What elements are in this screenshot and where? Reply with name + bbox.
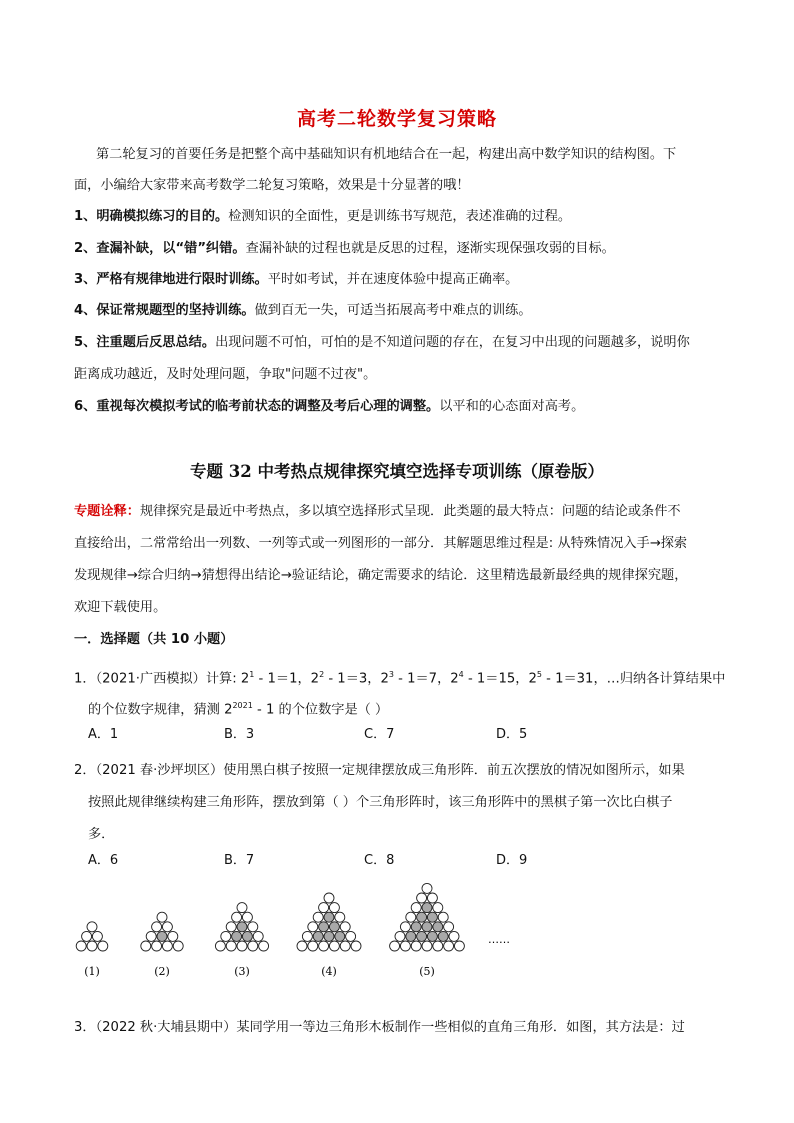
white-stone — [390, 941, 400, 951]
question-2-line-3: 多． — [88, 827, 115, 842]
white-stone — [226, 922, 236, 932]
tip-6-text: 以平和的心态面对高考。 — [439, 399, 585, 414]
gray-stone — [417, 912, 427, 922]
tip-6 — [74, 391, 734, 422]
q1-text-d: - 1＝7，2 — [393, 671, 459, 687]
white-stone — [395, 931, 405, 941]
tip-4 — [74, 295, 734, 326]
q1-text-c: - 1＝3，2 — [324, 671, 389, 687]
q1-text-e: - 1＝15，2 — [463, 671, 537, 687]
topic-intro-text-1: 规律探究是最近中考热点，多以填空选择形式呈现．此类题的最大特点：问题的结论或条件不 — [139, 504, 681, 519]
white-stone — [433, 903, 443, 913]
white-stone — [444, 922, 454, 932]
gray-stone — [319, 922, 329, 932]
white-stone — [340, 922, 350, 932]
white-stone — [427, 893, 437, 903]
q1-sup-4: 4 — [458, 670, 464, 679]
white-stone — [449, 931, 459, 941]
q1-sup-6: 2021 — [232, 701, 253, 710]
tip-3-text: 平时如考试，并在速度体验中提高正确率。 — [267, 272, 519, 287]
tip-2-heading: 2、查漏补缺，以“错”纠错。 — [74, 241, 246, 256]
gray-stone — [335, 931, 345, 941]
q1-text-a: 计算: 2 — [205, 671, 250, 687]
tip-1-text: 检测知识的全面性，更是训练书写规范，表述准确的过程。 — [228, 209, 572, 224]
white-stone — [422, 941, 432, 951]
intro-line-2: 面，小编给大家带来高考数学二轮复习策略，效果是十分显著的哦！ — [74, 178, 470, 193]
white-stone — [411, 941, 421, 951]
question-1-options — [88, 725, 688, 745]
q1-number: 1． — [74, 671, 96, 687]
question-2-line-2: 按照此规律继续构建三角形阵，摆放到第（ ）个三角形阵时，该三角形阵中的黑棋子第一次比白棋子 — [88, 795, 673, 810]
white-stone — [454, 941, 464, 951]
white-stone — [400, 941, 410, 951]
figure-label-1: (1) — [84, 965, 100, 978]
white-stone — [221, 931, 231, 941]
gray-stone — [406, 931, 416, 941]
white-stone — [162, 941, 172, 951]
topic-intro-line-3: 发现规律→综合归纳→猜想得出结论→验证结论，确定需要求的结论．这里精选最新最经典的规律探究题， — [74, 568, 688, 583]
q1-option-d: D．5 — [496, 727, 528, 742]
figure-label-5: (5) — [419, 965, 435, 978]
white-stone — [433, 941, 443, 951]
white-stone — [152, 922, 162, 932]
tip-4-heading: 4、保证常规题型的坚持训练。 — [74, 303, 255, 318]
q1-sup-5: 5 — [536, 670, 542, 679]
gray-stone — [313, 931, 323, 941]
figure-label-2: (2) — [154, 965, 170, 978]
gray-stone — [417, 931, 427, 941]
topic-intro-line-1 — [74, 496, 734, 527]
gray-stone — [329, 922, 339, 932]
white-stone — [141, 941, 151, 951]
white-stone — [406, 912, 416, 922]
white-stone — [237, 941, 247, 951]
white-stone — [98, 941, 108, 951]
figure-label-3: (3) — [234, 965, 250, 978]
topic-label: 专题诠释： — [74, 504, 140, 519]
page-title: 高考二轮数学复习策略 — [296, 108, 497, 130]
white-stone — [351, 941, 361, 951]
white-stone — [248, 941, 258, 951]
white-stone — [232, 912, 242, 922]
q1-option-a: A．1 — [88, 727, 119, 742]
topic-intro-line-4: 欢迎下载使用。 — [74, 600, 167, 615]
topic-intro-line-2: 直接给出，二常常给出一列数、一列等式或一列图形的一部分．其解题思维过程是: 从特殊情况入手→探索 — [74, 536, 688, 551]
white-stone — [242, 912, 252, 922]
tip-5-heading: 5、注重题后反思总结。 — [74, 335, 216, 350]
gray-stone — [411, 922, 421, 932]
topic-title: 专题 32 中考热点规律探究填空选择专项训练（原卷版） — [190, 462, 604, 481]
tip-5-text: 出现问题不可怕，可怕的是不知道问题的存在，在复习中出现的问题越多，说明你 — [215, 335, 690, 350]
white-stone — [417, 893, 427, 903]
tip-2 — [74, 233, 734, 264]
white-stone — [422, 883, 432, 893]
white-stone — [237, 903, 247, 913]
white-stone — [400, 922, 410, 932]
figure-ellipsis: …… — [488, 933, 510, 946]
white-stone — [302, 931, 312, 941]
intro-line-1: 第二轮复习的首要任务是把整个高中基础知识有机地结合在一起，构建出高中数学知识的结构图。下 — [96, 147, 677, 162]
gray-stone — [427, 912, 437, 922]
white-stone — [308, 941, 318, 951]
question-2-options — [88, 851, 688, 871]
white-stone — [319, 903, 329, 913]
gray-stone — [438, 931, 448, 941]
white-stone — [152, 941, 162, 951]
white-stone — [76, 941, 86, 951]
white-stone — [438, 912, 448, 922]
tip-3 — [74, 264, 734, 295]
white-stone — [335, 912, 345, 922]
q1-text-f: - 1＝31，…归纳各计算结果中 — [541, 671, 726, 687]
white-stone — [168, 931, 178, 941]
white-stone — [157, 912, 167, 922]
gray-stone — [232, 931, 242, 941]
white-stone — [324, 893, 334, 903]
gray-stone — [237, 922, 247, 932]
white-stone — [340, 941, 350, 951]
q2-option-b: B．7 — [224, 853, 255, 868]
gray-stone — [433, 922, 443, 932]
tip-3-heading: 3、严格有规律地进行限时训练。 — [74, 272, 268, 287]
white-stone — [92, 931, 102, 941]
white-stone — [87, 922, 97, 932]
white-stone — [297, 941, 307, 951]
gray-stone — [324, 931, 334, 941]
gray-stone — [242, 931, 252, 941]
q1-option-b: B．3 — [224, 727, 255, 742]
white-stone — [87, 941, 97, 951]
tip-1 — [74, 201, 734, 232]
q1-sup-3: 3 — [388, 670, 394, 679]
q1-sup-1: 1 — [249, 670, 255, 679]
figure-label-4: (4) — [321, 965, 337, 978]
question-1-line-2 — [88, 690, 748, 725]
tip-1-heading: 1、明确模拟练习的目的。 — [74, 209, 229, 224]
white-stone — [146, 931, 156, 941]
q2-option-a: A．6 — [88, 853, 119, 868]
q2-option-d: D．9 — [496, 853, 528, 868]
gray-stone — [324, 912, 334, 922]
section-heading: 一．选择题（共 10 小题） — [74, 632, 234, 647]
white-stone — [346, 931, 356, 941]
tip-6-heading: 6、重视每次模拟考试的临考前状态的调整及考后心理的调整。 — [74, 399, 440, 414]
white-stone — [226, 941, 236, 951]
white-stone — [411, 903, 421, 913]
tip-2-text: 查漏补缺的过程也就是反思的过程，逐渐实现保强攻弱的目标。 — [245, 241, 615, 256]
white-stone — [173, 941, 183, 951]
question-2-line-1: 2．（2021 春·沙坪坝区）使用黑白棋子按照一定规律摆放成三角形阵．前五次摆放的情况如图所示，如果 — [74, 763, 685, 778]
triangle-groups — [76, 883, 464, 951]
white-stone — [82, 931, 92, 941]
white-stone — [313, 912, 323, 922]
gray-stone — [422, 922, 432, 932]
white-stone — [215, 941, 225, 951]
tip-5 — [74, 327, 734, 358]
tip-4-text: 做到百无一失，可适当拓展高考中难点的训练。 — [254, 303, 532, 318]
triangle-stones-figure — [70, 880, 540, 980]
q1-text-b: - 1＝1，2 — [254, 671, 320, 687]
gray-stone — [427, 931, 437, 941]
gray-stone — [157, 931, 167, 941]
q1-option-c: C．7 — [364, 727, 395, 742]
q1-line2-a: 的个位数字规律，猜测 2 — [88, 702, 233, 718]
white-stone — [319, 941, 329, 951]
question-3-line-1: 3．（2022 秋·大埔县期中）某同学用一等边三角形木板制作一些相似的直角三角形．如图，其方法是：过 — [74, 1020, 685, 1035]
q2-option-c: C．8 — [364, 853, 395, 868]
white-stone — [259, 941, 269, 951]
q1-sup-2: 2 — [319, 670, 325, 679]
white-stone — [308, 922, 318, 932]
white-stone — [162, 922, 172, 932]
gray-stone — [422, 903, 432, 913]
white-stone — [248, 922, 258, 932]
tip-5-continued: 距离成功越近，及时处理问题，争取"问题不过夜"。 — [74, 367, 377, 382]
white-stone — [253, 931, 263, 941]
q1-source: （2021·广西模拟） — [95, 671, 206, 687]
white-stone — [444, 941, 454, 951]
white-stone — [329, 903, 339, 913]
q1-line2-b: - 1 的个位数字是（ ） — [252, 702, 389, 718]
white-stone — [329, 941, 339, 951]
